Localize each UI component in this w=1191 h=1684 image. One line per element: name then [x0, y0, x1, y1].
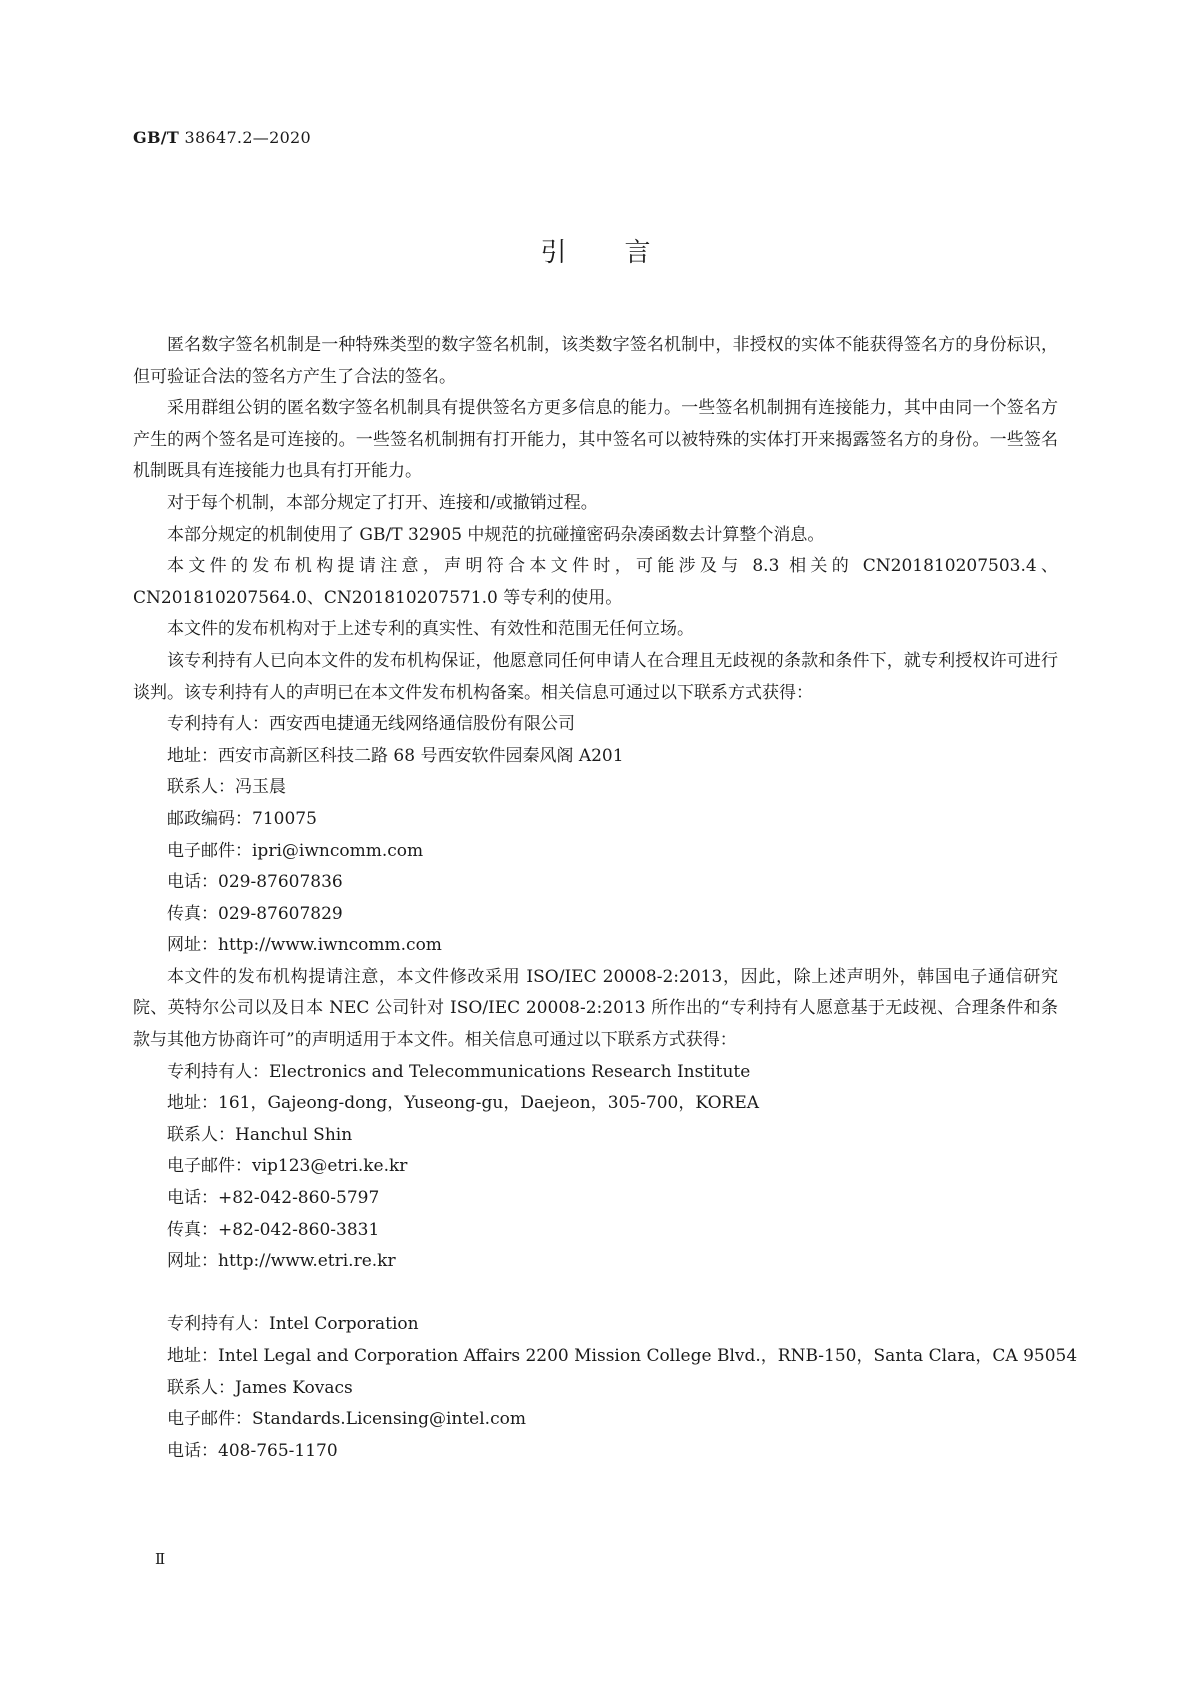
section-title: 引言: [540, 238, 709, 268]
holder1-phone: 电话：029-87607836: [167, 872, 343, 893]
holder3-address: 地址：Intel Legal and Corporation Affairs 2200 Mission College Blvd.，RNB-150，Santa Clara，CA 95054: [167, 1346, 1078, 1366]
paragraph-group-key: 采用群组公钥的匿名数字签名机制具有提供签名方更多信息的能力。一些签名机制拥有连接能力，其中由同一个签名方产生的两个签名是可连接的。一些签名机制拥有打开能力，其中签名可以被特殊的实体打开来揭露签名方的身份。一些签名机制既具有连接能力也具有打开能力。: [133, 398, 1058, 482]
holder2-name: 专利持有人：Electronics and Telecommunications Research Institute: [167, 1061, 751, 1082]
holder1-website: 网址：http://www.iwncomm.com: [167, 935, 442, 956]
holder3-name: 专利持有人：Intel Corporation: [167, 1314, 419, 1335]
paragraph-processes: 对于每个机制，本部分规定了打开、连接和/或撤销过程。: [167, 492, 598, 513]
holder2-website: 网址：http://www.etri.re.kr: [167, 1251, 396, 1272]
standard-number: 38647.2—2020: [184, 128, 312, 147]
holder2-fax: 传真：+82-042-860-3831: [167, 1219, 380, 1240]
holder1-address: 地址：西安市高新区科技二路 68 号西安软件园秦风阁 A201: [167, 745, 624, 766]
standard-prefix: GB/T: [133, 128, 180, 147]
paragraph-holder-assurance: 该专利持有人已向本文件的发布机构保证，他愿意同任何申请人在合理且无歧视的条款和条件下，就专利授权许可进行谈判。该专利持有人的声明已在本文件发布机构备案。相关信息可通过以下联系方式获得：: [133, 650, 1058, 703]
holder3-email: 电子邮件：Standards.Licensing@intel.com: [167, 1409, 526, 1430]
holder1-contact: 联系人：冯玉晨: [167, 777, 286, 798]
holder2-address: 地址：161，Gajeong-dong，Yuseong-gu，Daejeon，305-700，KOREA: [167, 1093, 760, 1114]
introduction-body: [133, 330, 1078, 1467]
holder3-phone: 电话：408-765-1170: [167, 1440, 338, 1461]
paragraph-overview: 匿名数字签名机制是一种特殊类型的数字签名机制，该类数字签名机制中，非授权的实体不能获得签名方的身份标识，但可验证合法的签名方产生了合法的签名。: [133, 335, 1058, 387]
holder1-name: 专利持有人：西安西电捷通无线网络通信股份有限公司: [167, 714, 575, 735]
holder3-contact: 联系人：James Kovacs: [167, 1377, 353, 1398]
paragraph-patents: 本文件的发布机构提请注意，声明符合本文件时，可能涉及与 8.3 相关的 CN201810207503.4、CN201810207564.0、CN201810207571.0 等专利的使用。: [133, 556, 1058, 608]
holder2-phone: 电话：+82-042-860-5797: [167, 1188, 380, 1209]
paragraph-hash: 本部分规定的机制使用了 GB/T 32905 中规范的抗碰撞密码杂凑函数去计算整个消息。: [167, 524, 825, 545]
holder2-contact: 联系人：Hanchul Shin: [167, 1124, 353, 1145]
holder1-postcode: 邮政编码：710075: [167, 808, 317, 829]
holder1-email: 电子邮件：ipri@iwncomm.com: [167, 840, 424, 861]
standard-header: [133, 128, 311, 147]
holder2-email: 电子邮件：vip123@etri.ke.kr: [167, 1156, 408, 1177]
paragraph-iso-notice: 本文件的发布机构提请注意，本文件修改采用 ISO/IEC 20008-2:2013，因此，除上述声明外，韩国电子通信研究院、英特尔公司以及日本 NEC 公司针对 ISO/IEC 20008-2:2013 所作出的“专利持有人愿意基于无歧视、合理条件和条款与其他方协商许可”的声明适用于本文件。相关信息可通过以下联系方式获得：: [133, 966, 1058, 1051]
page-number: Ⅱ: [155, 1550, 167, 1568]
paragraph-no-position: 本文件的发布机构对于上述专利的真实性、有效性和范围无任何立场。: [167, 619, 694, 640]
holder1-fax: 传真：029-87607829: [167, 903, 343, 924]
